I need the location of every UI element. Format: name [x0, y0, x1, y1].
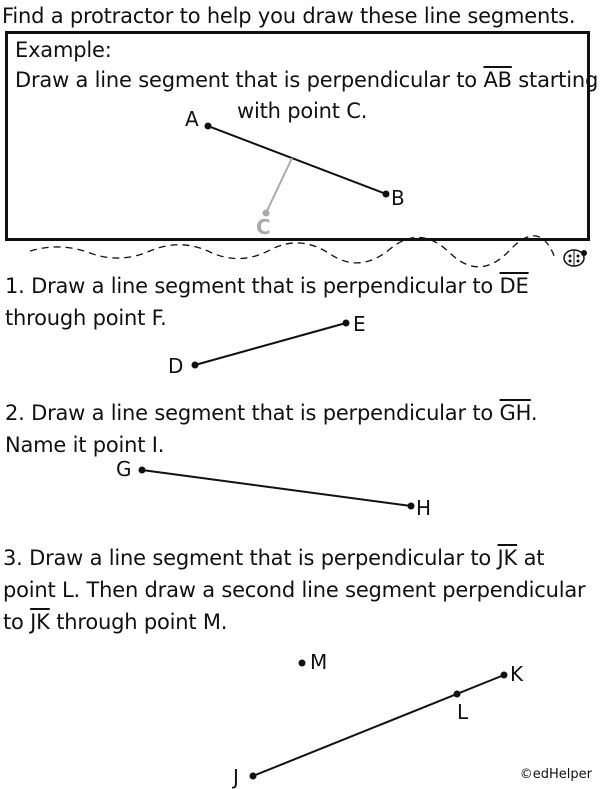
- problem-1-line2: through point F.: [5, 306, 167, 330]
- point-e: [343, 320, 350, 327]
- problem-1-figure: [168, 312, 366, 378]
- example-heading: Example:: [15, 38, 112, 62]
- segment-gh: $\overline{GH}$: [499, 401, 531, 425]
- example-instruction-line1: Draw a line segment that is perpendicular to $\overline{AB}$ starting: [15, 68, 599, 92]
- label-g: G: [116, 457, 132, 481]
- label-e: E: [353, 312, 366, 336]
- line-de: [195, 323, 346, 365]
- divider-line: [30, 236, 555, 267]
- problem-3-figure: [231, 650, 524, 789]
- problem-3-line1: 3. Draw a line segment that is perpendicular to $\overline{JK}$ at: [3, 546, 545, 570]
- segment-ab: $\overline{AB}$: [483, 68, 512, 92]
- label-h: H: [416, 496, 432, 520]
- segment-de: $\overline{DE}$: [499, 274, 529, 298]
- label-k: K: [510, 662, 524, 686]
- label-d: D: [168, 354, 184, 378]
- label-j: J: [233, 765, 239, 789]
- problem-2-line2: Name it point I.: [5, 433, 165, 457]
- point-b: [383, 191, 390, 198]
- point-j: [250, 773, 257, 780]
- label-b: B: [391, 186, 405, 210]
- point-g: [139, 467, 146, 474]
- wavy-divider: [30, 236, 555, 267]
- point-d: [192, 362, 199, 369]
- label-c: C: [256, 215, 271, 239]
- credit-text: ©edHelper: [519, 767, 592, 782]
- point-l: [454, 691, 461, 698]
- page-instruction: Find a protractor to help you draw these line segments.: [2, 4, 576, 28]
- segment-jk-ref: $\overline{JK}$: [30, 610, 50, 634]
- point-k: [501, 672, 508, 679]
- ladybug-icon: [564, 250, 587, 266]
- example-instruction-line2: with point C.: [237, 99, 368, 123]
- example-perpendicular-line: [266, 158, 292, 213]
- line-jk: [253, 675, 504, 776]
- problem-2-line1: 2. Draw a line segment that is perpendicular to $\overline{GH}$.: [5, 401, 538, 425]
- problem-1-line1: 1. Draw a line segment that is perpendicular to $\overline{DE}$: [5, 274, 529, 298]
- example-figure: [185, 107, 405, 239]
- line-ab: [208, 126, 386, 194]
- problem-3-line2: point L. Then draw a second line segment perpendicular: [3, 578, 586, 602]
- point-a: [205, 123, 212, 130]
- point-h: [408, 503, 415, 510]
- segment-jk: $\overline{JK}$: [497, 546, 518, 570]
- label-a: A: [185, 107, 199, 131]
- label-l: L: [457, 700, 469, 724]
- problem-2-figure: [116, 457, 431, 520]
- problem-3-line3: to $\overline{JK}$ through point M.: [3, 610, 228, 634]
- point-m: [299, 660, 306, 667]
- line-gh: [142, 470, 411, 506]
- label-m: M: [310, 650, 328, 674]
